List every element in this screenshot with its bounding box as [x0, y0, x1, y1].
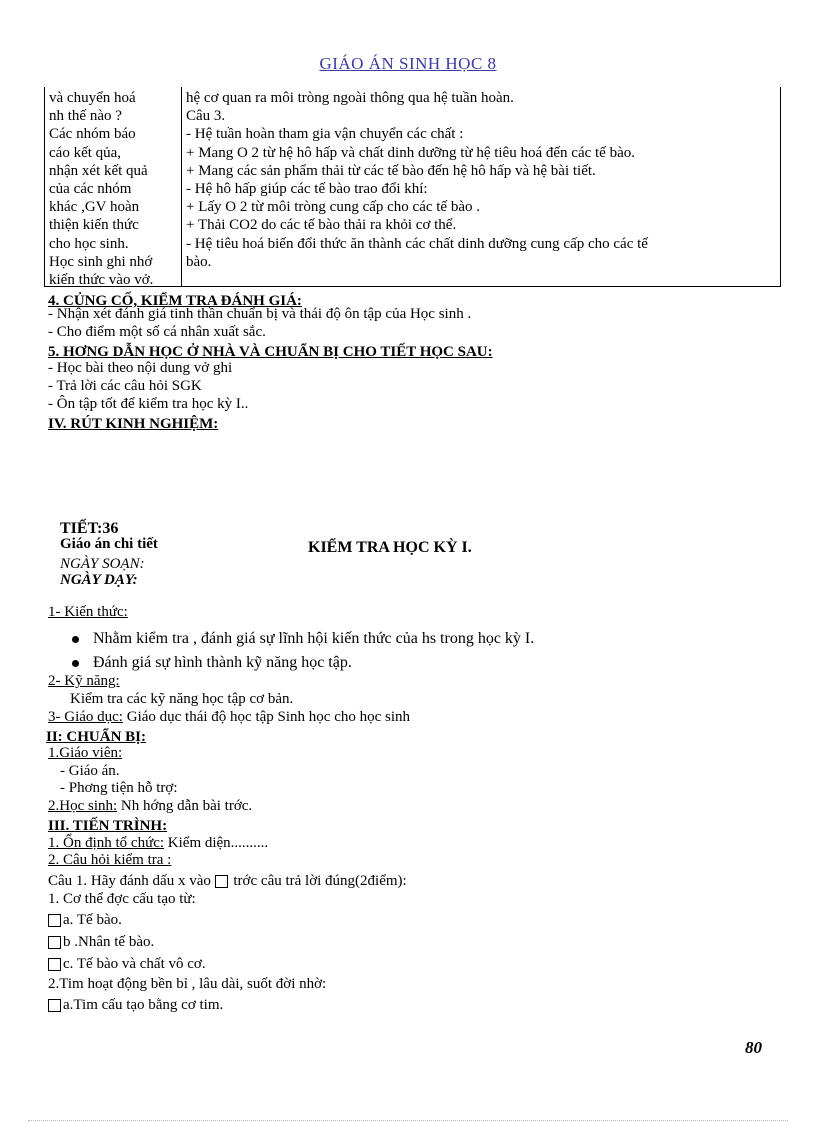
q1-text: Câu 1. Hãy đánh dấu x vào	[48, 873, 215, 889]
giao-duc-label: 3- Giáo dục:	[48, 709, 123, 725]
quiz-option	[48, 934, 154, 951]
left-line: Học sinh ghi nhớ	[49, 253, 153, 270]
ngay-day: NGÀY DẠY:	[60, 572, 138, 588]
section-ii-title: II: CHUẨN BỊ:	[46, 729, 147, 745]
objective-text: Nhằm kiểm tra , đánh giá sự lĩnh hội kiến thức của hs trong học kỳ I.	[93, 630, 535, 647]
kien-thuc-label: 1- Kiến thức:	[48, 604, 128, 620]
option-text: b .Nhân tế bào.	[63, 934, 155, 950]
on-dinh-label: 1. Ổn định tổ chức:	[48, 835, 165, 851]
quiz-question-1	[48, 873, 407, 890]
right-line: - Hệ tiêu hoá biến đổi thức ăn thành các chất dinh dưỡng cung cấp cho các tế	[186, 235, 648, 252]
page-number: 80	[745, 1038, 762, 1057]
left-line: khác ,GV hoàn	[49, 199, 140, 216]
ky-nang-label: 2- Kỹ năng:	[48, 673, 120, 689]
giao-duc-text: Giáo dục thái độ học tập Sinh học cho học sinh	[122, 709, 411, 725]
section-5-title: 5. HƠNG DẪN HỌC Ở NHÀ VÀ CHUẨN BỊ CHO TIẾT HỌC SAU:	[48, 344, 493, 360]
ngay-soan: NGÀY SOẠN:	[60, 556, 145, 572]
on-dinh-line	[48, 835, 268, 852]
section-5-line: - Ôn tập tốt để kiểm tra học kỳ I..	[48, 396, 249, 412]
right-line: - Hệ tuần hoàn tham gia vận chuyển các chất :	[186, 126, 464, 143]
left-line: nh thế nào ?	[49, 108, 122, 125]
lesson-title: KIỂM TRA HỌC KỲ I.	[308, 539, 472, 556]
right-line: - Hệ hô hấp giúp các tế bào trao đổi khí:	[186, 181, 428, 198]
quiz-option	[48, 912, 122, 929]
left-line: của các nhóm	[49, 181, 132, 198]
left-line: cho học sinh.	[49, 235, 129, 252]
tiet-label: TIẾT:36	[60, 520, 119, 537]
lesson-type: Giáo án chi tiết	[60, 536, 158, 552]
hoc-sinh-line	[48, 798, 252, 815]
quiz-sub-2: 2.Tim hoạt động bền bỉ , lâu dài, suốt đời nhờ:	[48, 976, 327, 992]
page-header: GIÁO ÁN SINH HỌC 8	[319, 54, 497, 73]
right-line: bào.	[186, 253, 212, 270]
quiz-sub-1: 1. Cơ thể đợc cấu tạo từ:	[48, 891, 196, 907]
giao-duc-line	[48, 709, 410, 726]
hoc-sinh-label: 2.Học sinh:	[48, 798, 118, 814]
checkbox-icon[interactable]	[48, 999, 61, 1012]
objective-bullet	[72, 630, 534, 648]
right-line: + Lấy O 2 từ môi tròng cung cấp cho các tế bào .	[186, 199, 480, 216]
left-line: thiện kiến thức	[49, 217, 139, 234]
checkbox-icon[interactable]	[48, 958, 61, 971]
giao-vien-label: 1.Giáo viên:	[48, 745, 123, 761]
cau-hoi-label: 2. Câu hỏi kiểm tra :	[48, 852, 172, 868]
ky-nang-text: Kiểm tra các kỹ năng học tập cơ bản.	[70, 691, 294, 707]
objective-text: Đánh giá sự hình thành kỹ năng học tập.	[93, 654, 352, 671]
right-line: hệ cơ quan ra môi tròng ngoài thông qua hệ tuần hoàn.	[186, 90, 514, 106]
table-right-cell	[186, 89, 776, 271]
quiz-option	[48, 997, 223, 1014]
page-bottom-divider	[28, 1120, 788, 1121]
right-line: + Mang các sản phẩm thải từ các tế bào đến hệ hô hấp và hệ bài tiết.	[186, 162, 596, 179]
right-line: + Thải CO2 do các tế bào thải ra khỏi cơ thể.	[186, 217, 457, 234]
section-4-line: - Nhận xét đánh giá tinh thần chuẩn bị và thái độ ôn tập của Học sinh .	[48, 306, 472, 322]
option-text: a.Tim cấu tạo bằng cơ tim.	[63, 997, 224, 1013]
section-4-title: 4. CỦNG CỐ, KIỂM TRA ĐÁNH GIÁ:	[48, 293, 302, 309]
table-divider	[181, 87, 182, 286]
checkbox-icon[interactable]	[48, 936, 61, 949]
bullet-icon	[72, 636, 79, 643]
left-line: cáo kết qủa,	[49, 144, 122, 161]
section-5-line: - Trả lời các câu hỏi SGK	[48, 378, 202, 394]
hoc-sinh-text: Nh hớng dẫn bài trớc.	[117, 798, 253, 814]
section-iv-title: IV. RÚT KINH NGHIỆM:	[48, 416, 219, 432]
left-line: Các nhóm báo	[49, 126, 136, 143]
section-4-line: - Cho điểm một số cá nhân xuất sắc.	[48, 324, 266, 340]
on-dinh-text: Kiểm diện..........	[164, 835, 269, 851]
gv-item: - Phơng tiện hỗ trợ:	[60, 780, 178, 796]
table-left-cell	[49, 89, 181, 289]
checkbox-icon[interactable]	[48, 914, 61, 927]
option-text: a. Tế bào.	[63, 912, 122, 928]
content-table	[44, 87, 781, 287]
gv-item: - Giáo án.	[60, 763, 120, 779]
q1-text: trớc	[229, 873, 258, 889]
left-line: kiến thức vào vở.	[49, 272, 154, 289]
section-iii-title: III. TIẾN TRÌNH:	[48, 818, 168, 834]
objective-bullet	[72, 654, 352, 672]
quiz-option	[48, 956, 206, 973]
checkbox-icon[interactable]	[215, 875, 228, 888]
bullet-icon	[72, 660, 79, 667]
right-line: Câu 3.	[186, 108, 226, 125]
q1-text: câu trả lời đúng(2điểm):	[257, 873, 407, 889]
left-line: và chuyển hoá	[49, 90, 136, 106]
left-line: nhận xét kết quả	[49, 162, 148, 179]
option-text: c. Tế bào và chất vô cơ.	[63, 956, 206, 972]
right-line: + Mang O 2 từ hệ hô hấp và chất dinh dưỡng từ hệ tiêu hoá đến các tế bào.	[186, 144, 635, 161]
section-5-line: - Học bài theo nội dung vở ghi	[48, 360, 233, 376]
